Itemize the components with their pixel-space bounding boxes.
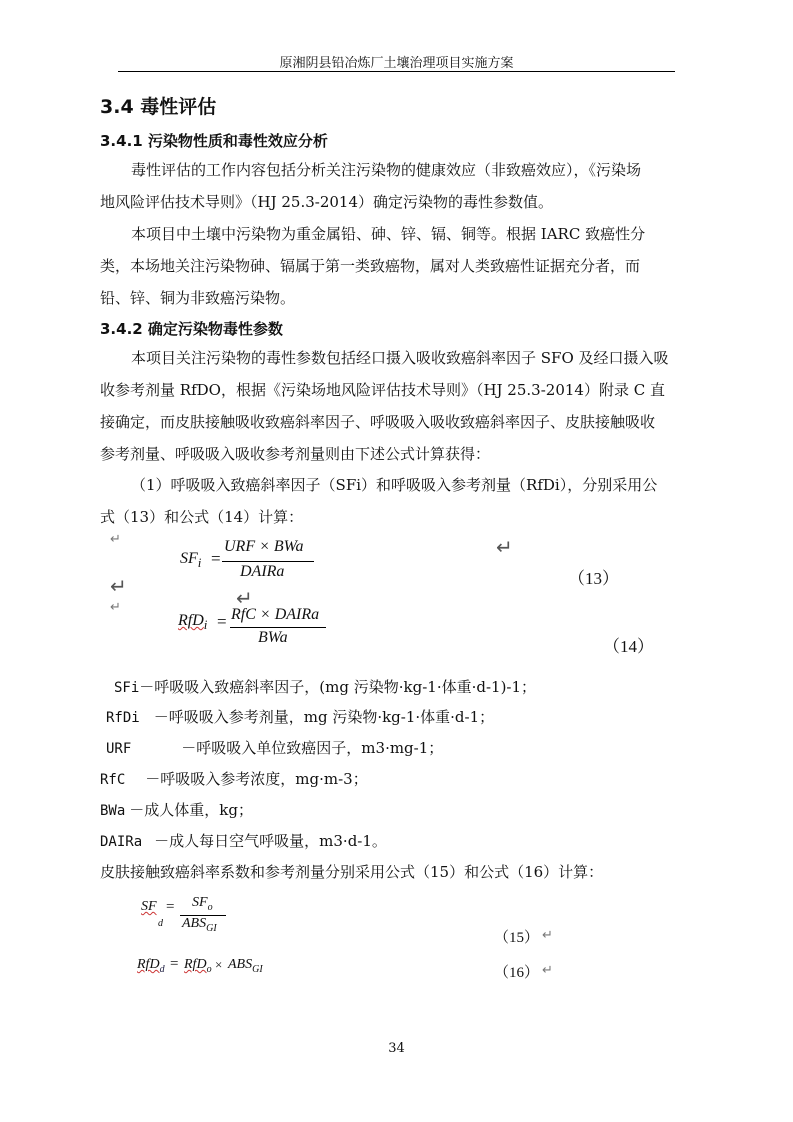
eq13-lhs: $SF_i$ (180, 550, 202, 571)
paragraph-line: 接确定，而皮肤接触吸收致癌斜率因子、呼吸吸入吸收致癌斜率因子、皮肤接触吸收 (100, 413, 656, 431)
eq14-label: （14） (603, 637, 654, 656)
return-mark: ↵ (542, 963, 553, 978)
eq15-equals: = (166, 899, 175, 915)
eq15-label: （15） (494, 930, 540, 946)
page-header: 原湘阴县铅冶炼厂土壤治理项目实施方案 (279, 56, 514, 71)
eq15-denominator: $ABS_{GI}$ (182, 916, 217, 934)
eq14-lhs: RfD$_i$ (178, 612, 208, 633)
eq15-numerator: $SF_o$ (192, 895, 213, 913)
paragraph-line: 本项目关注污染物的毒性参数包括经口摄入吸收致癌斜率因子 SFO 及经口摄入吸 (131, 349, 669, 367)
paragraph-line: 式（13）和公式（14）计算： (100, 508, 304, 526)
definition-item: BWa －成人体重，kg； (100, 801, 253, 819)
definition-item: URF －呼吸吸入单位致癌因子，m3·mg-1； (106, 739, 444, 757)
return-mark: ↵ (496, 535, 513, 559)
eq15-lhs-sub: d (158, 918, 163, 929)
definition-item: RfDi －呼吸吸入参考剂量，mg 污染物·kg-1·体重·d-1； (106, 708, 495, 726)
paragraph-line: 地风险评估技术导则》（HJ 25.3-2014）确定污染物的毒性参数值。 (100, 193, 554, 211)
eq16-equals: = (170, 956, 179, 972)
definition-item: SFi－呼吸吸入致癌斜率因子，(mg 污染物·kg-1·体重·d-1)-1； (114, 678, 537, 696)
return-mark: ↵ (542, 928, 553, 943)
definition-item: RfC －呼吸吸入参考浓度，mg·m-3； (100, 770, 368, 788)
eq13-denominator: DAIRa (240, 563, 285, 580)
skin-intro: 皮肤接触致癌斜率系数和参考剂量分别采用公式（15）和公式（16）计算： (100, 863, 604, 881)
eq14-numerator: RfC × DAIRa (231, 606, 320, 623)
paragraph-line: （1）呼吸吸入致癌斜率因子（SFi）和呼吸吸入参考剂量（RfDi），分别采用公 (131, 476, 658, 494)
paragraph-line: 收参考剂量 RfDO，根据《污染场地风险评估技术导则》（HJ 25.3-2014）附录 C 直 (100, 381, 665, 399)
paragraph-line: 类，本场地关注污染物砷、镉属于第一类致癌物，属对人类致癌性证据充分者，而 (100, 257, 641, 275)
eq16-label: （16） (494, 965, 540, 981)
paragraph-line: 参考剂量、呼吸吸入吸收参考剂量则由下述公式计算获得： (100, 445, 491, 463)
eq13-numerator: URF × BWa (224, 538, 304, 555)
subsection-title-2: 3.4.2 确定污染物毒性参数 (100, 320, 283, 338)
return-mark: ↵ (110, 600, 121, 615)
eq13-fraction-bar (222, 561, 314, 562)
eq14-fraction-bar (230, 627, 326, 628)
eq15-lhs: SF (141, 899, 157, 914)
definition-item: DAIRa －成人每日空气呼吸量，m3·d-1。 (100, 832, 387, 850)
eq14-equals: = (217, 612, 227, 631)
page-number: 34 (388, 1041, 405, 1056)
return-mark: ↵ (110, 574, 127, 598)
eq13-equals: = (211, 549, 221, 568)
paragraph-line: 毒性评估的工作内容包括分析关注污染物的健康效应（非致癌效应），《污染场 (131, 161, 642, 179)
eq13-label: （13） (568, 569, 619, 588)
eq14-denominator: BWa (258, 629, 288, 646)
eq16-rhs2: $ABS_{GI}$ (228, 957, 263, 975)
section-title: 3.4 毒性评估 (100, 96, 217, 118)
eq16-lhs: RfD$_d$ (137, 957, 165, 975)
header-divider (118, 71, 675, 72)
return-mark: ↵ (236, 586, 253, 610)
eq16-times: × (215, 957, 223, 972)
paragraph-line: 本项目中土壤中污染物为重金属铅、砷、锌、镉、铜等。根据 IARC 致癌性分 (131, 225, 646, 243)
eq16-rhs1: RfD$_o$ (184, 957, 212, 975)
subsection-title-1: 3.4.1 污染物性质和毒性效应分析 (100, 132, 328, 150)
paragraph-line: 铅、锌、铜为非致癌污染物。 (100, 289, 296, 307)
return-mark: ↵ (110, 532, 121, 547)
